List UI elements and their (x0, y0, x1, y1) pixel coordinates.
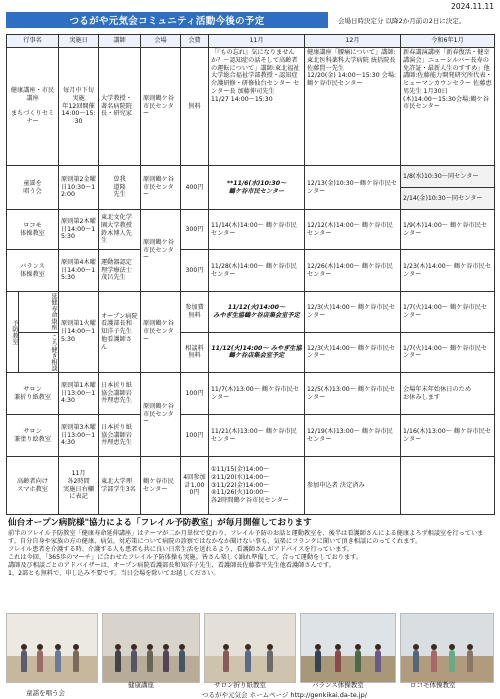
event-lecturer: 大学教授・著名病院院長・研究家 (99, 48, 141, 166)
dec-cell: 12/3(火)14:00～ 鶴ケ谷市民センター (305, 292, 401, 333)
jan-cell (401, 457, 495, 515)
event-day: 原則第1火曜日14:00～15:30 (59, 292, 99, 373)
event-lecturer: 運動器認定理学療法士茂呂先生 (99, 250, 141, 292)
event-lecturer: 曽我 道隆 先生 (99, 166, 141, 210)
event-name: 健康講座・市民講座 まちづくりセミナー (7, 48, 59, 166)
event-name: サロン 兼折り紙教室 (7, 373, 59, 415)
table-row (7, 210, 495, 250)
table-row (7, 48, 495, 166)
table-row (7, 166, 495, 188)
photo-strip (6, 613, 494, 687)
col-header: 会費 (181, 35, 209, 48)
photo-balance (300, 613, 396, 683)
jan-cell: 1/7(火)14:00～ 鶴ケ谷市民センター (401, 292, 495, 333)
caption: バランス体操教室 (312, 681, 364, 689)
jan-cell: 1/16(木)13:00～ 鶴ケ谷市民センター (401, 415, 495, 457)
dec-cell: 12/26(木)14:00～ 鶴ケ谷市民センター (305, 250, 401, 292)
event-fee: 4回参加計1,000円 (181, 457, 209, 515)
dec-cell: 健康講座「腰痛について」講師:東北医科薬科大学病院 統括院長 佐藤賢一先生 12/20(金) 14:00～15:30 会場:鶴ケ谷市民センター (305, 48, 401, 166)
dec-cell: 12/5(木)13:00～ 鶴ケ谷市民センター (305, 373, 401, 415)
jan-cell: 新春講演講座「新春復活・健幸講演会」ニューシルバー長寿の免許証・最新人生のすすめ」他 講師:佐藤能力開発研究所代表・ヒューマンカウンセラー 佐藤恵男先生 1月30日 (木)14:00～15:30会場:鶴ケ谷市民センター (401, 48, 495, 166)
feb-cell: 2/14(金)10:30～同センター (401, 188, 495, 210)
table-row (7, 250, 495, 292)
table-row (7, 373, 495, 415)
col-header: 会場 (141, 35, 181, 48)
col-header: 行事名 (7, 35, 59, 48)
nov-cell: 11/12(火)14:00～ みやぎ生協鶴ケ谷店集会室予定 (209, 332, 305, 373)
event-lecturer: 日本折り紙協会講師岩井理恵先生 (99, 415, 141, 457)
event-fee: 400円 (181, 166, 209, 210)
group-label: 予防教室 (7, 292, 19, 372)
section-title: 仙台オープン病院様"協力による「フレイル予防教室」が毎月開催しております (8, 518, 312, 528)
event-day: 原則第3木曜日13:00～14:30 (59, 415, 99, 457)
event-lecturer: オープン病院看護部長和知洋子先生他看護師さん (99, 292, 141, 373)
dec-cell: 12/3(火)14:00～ 鶴ケ谷市民センター (305, 332, 401, 373)
dec-cell: 12/19(木)13:00～ 鶴ケ谷市民センター (305, 415, 401, 457)
sub-label: 延健寿命康座 (19, 292, 58, 333)
event-lecturer: 日本折り紙協会講師岩井理恵先生 (99, 373, 141, 415)
event-day: 原則第2木曜日14:00～15:30 (59, 210, 99, 250)
event-fee: 無料 (181, 48, 209, 166)
nov-cell: 「『もの忘れ』気になりませんか？～認知症の話そして高齢者の運転について」講師:東北福祉大学総合福祉学部教授・認知症介護研修・研修仙台センター センター長 加藤伸司先生 11/27 14:00～15:30 (209, 48, 305, 166)
event-name: 童謡を 唱う会 (7, 166, 59, 210)
nov-cell: 11/12(火)14:00～ みやぎ生協鶴ケ谷店集会室予定 (209, 292, 305, 333)
col-header: 11月 (209, 35, 305, 48)
jan-cell: 1/8(水)10:30～同センター (401, 166, 495, 188)
photo-origami (204, 613, 296, 683)
photo-locomo (400, 613, 494, 683)
event-day: 原則第1木曜日13:00～14:30 (59, 373, 99, 415)
event-day: 原則第4木曜日14:00～15:30 (59, 250, 99, 292)
caption: 童謡を唱う会 (26, 689, 65, 697)
nov-cell: **11/6(水)10:30～ 鶴ケ谷市民センター (209, 166, 305, 210)
event-name: バランス 体操教室 (7, 250, 59, 292)
caption: ロコモ体操教室 (410, 681, 456, 689)
jan-cell: 1/7(火)14:00～ 鶴ケ谷市民センター (401, 332, 495, 373)
nov-cell: 11/28(木)14:00～ 鶴ケ谷市民センター (209, 250, 305, 292)
footer-link[interactable]: つるがや元気会 ホームページ http://genkikai.da-te.jp/ (202, 691, 367, 699)
event-fee: 参加費無料 (181, 292, 209, 333)
jan-cell: 会場年末年始休日のため お休みします (401, 373, 495, 415)
event-name: サロン 兼塗り絵教室 (7, 415, 59, 457)
table-row (7, 415, 495, 457)
sub-label: ころ健き相談 (50, 333, 57, 371)
event-day: 11月 各2時間 実施日右欄に表記 (59, 457, 99, 515)
event-name: ロコモ 体操教室 (7, 210, 59, 250)
event-day: 毎月中下旬実施 年12回開催 14:00～15:30 (59, 48, 99, 166)
event-fee: 相談料無料 (181, 332, 209, 373)
col-header: 令和6年1月 (401, 35, 495, 48)
jan-cell: 1/23(木)14:00～ 鶴ケ谷市民センター (401, 250, 495, 292)
event-lecturer: 東北文化学園大学教授鈴木博人先生 (99, 210, 141, 250)
table-row (7, 292, 495, 333)
nov-cell: 11/14(木)14:00～ 鶴ケ谷市民センター (209, 210, 305, 250)
event-lecturer: 東北大学理学部学生3名 (99, 457, 141, 515)
dec-cell: 12/13(金)10:30～鶴ケ谷市民センター (305, 166, 401, 210)
event-venue: 鶴ケ谷市民センター (141, 457, 181, 515)
prevention-group-cell (7, 292, 59, 373)
col-header: 実施日 (59, 35, 99, 48)
event-venue: 原則鶴ケ谷市民センター (141, 166, 181, 210)
event-venue: 原則鶴ケ谷市民センター (141, 292, 181, 373)
photo-health-lecture (102, 613, 200, 683)
event-fee: 100円 (181, 415, 209, 457)
description-text: 前半のフレイル予防教室「健康寿命延伸講座」はテーマが二か月単位で変わり、フレイル予防のお話と運動教室を、後半は看護師さんによる健康よろず相談室を行っています。自分自身や家族の方の健康、病気、対応策について病院の診察ではなかなか聞けない事も、気楽にフランクに聞いて頂き相談にのってくれます。 フレイル患者を介護する時、介護する人も患者も共に良い日常生活を送れるよう、看護師さんがアドバイスを行っています。 これは今回、「365歩のマーチ」に合わせたフレイル予防体操も実施。皆さん楽しく踊れ準備して、合って運動をしております。 講師及び相談ごとのアドバイザーは、オープン病院看護部長和知洋子先生、看護師長佐藤恭平先生他看護師さんです。 1、2部とも無料で、申し込み不要です。当日会場を除いてお越しください。 (8, 530, 484, 578)
table-row (7, 457, 495, 515)
nov-cell: 11/21(木)13:00～ 鶴ケ谷市民センター (209, 415, 305, 457)
event-venue: 原則鶴ケ谷市民センター (141, 48, 181, 166)
caption: 健康講座 (128, 681, 154, 689)
jan-cell: 1/9(木)14:00～ 鶴ケ谷市民センター (401, 210, 495, 250)
col-header: 講師 (99, 35, 141, 48)
schedule-note: 会場日時決定分 以降2か月前の2日に決定。 (338, 17, 466, 25)
event-fee: 300円 (181, 250, 209, 292)
issue-date: 2024.11.11 (451, 2, 494, 11)
schedule-table (6, 34, 495, 515)
nov-cell: 11/7(木)13:00～ 鶴ケ谷市民センター (209, 373, 305, 415)
caption: サロン折り紙教室 (214, 681, 266, 689)
header-row (7, 35, 495, 48)
dec-cell: 参加申込者 決定済み (305, 457, 401, 515)
photo-singing (6, 613, 98, 683)
nov-cell: ①11/15(金)14:00～ ②11/20(水)14:00～ ③11/22(金)14:00～ ④11/26(火)10:00～ 各2時間鶴ケ谷市民センター (209, 457, 305, 515)
event-fee: 100円 (181, 373, 209, 415)
event-name: 高齢者向け スマホ教室 (7, 457, 59, 515)
event-fee: 300円 (181, 210, 209, 250)
page-title: つるがや元気会コミュニティ活動今後の予定 (6, 12, 328, 28)
event-venue: 原則鶴ケ谷市民センター (141, 373, 181, 457)
col-header: 12月 (305, 35, 401, 48)
event-day: 原則第2金曜日10:30～12:00 (59, 166, 99, 210)
dec-cell: 12/12(木)14:00～ 鶴ケ谷市民センター (305, 210, 401, 250)
event-venue: 原則鶴ケ谷市民センター (141, 210, 181, 292)
